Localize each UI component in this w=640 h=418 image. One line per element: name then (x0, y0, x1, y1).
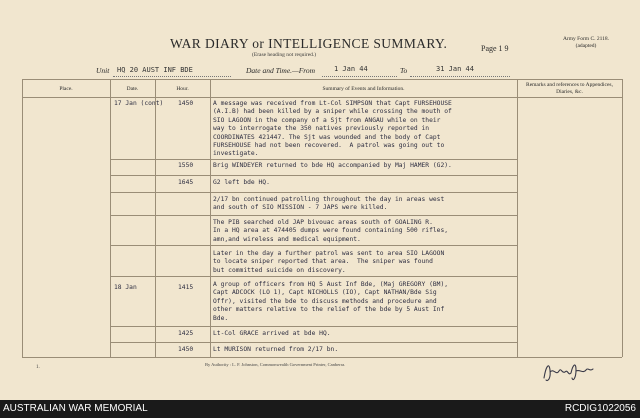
entry-date: 17 Jan (cont) (114, 100, 164, 107)
to-label: To (400, 66, 408, 75)
col-header-remarks: Remarks and references to Appendices, Diaries, &c. (526, 82, 613, 95)
from-value: 1 Jan 44 (334, 65, 368, 73)
entry-date: 18 Jan (114, 284, 137, 291)
unit-dotline (113, 76, 231, 77)
col-divider-date (155, 79, 156, 357)
entry-hour: 1550 (178, 162, 194, 169)
table-bottom-border (22, 357, 622, 358)
from-dotline (322, 76, 397, 77)
entry-text: G2 left bde HQ. (213, 179, 270, 186)
row-separator (110, 342, 517, 343)
row-separator (110, 245, 517, 246)
entry-hour: 1415 (178, 284, 194, 291)
row-separator (110, 159, 517, 160)
entry-hour: 1425 (178, 330, 194, 337)
entry-text: A message was received from Lt-Col SIMPSON that Capt FURSEHOUSE (A.I.B) had been killed by a sniper while crossing the mouth of SIO LAGOON in the company of a Sjt from ANGAU while on their way to interrogate the 350 natives previously reported in COORDINATES 421447. The Sjt was wounded and the body of Capt FURSEHOUSE had not been recovered. A patrol was going out to investigate. (213, 100, 452, 158)
entry-hour: 1450 (178, 346, 194, 353)
entry-text: The PIB searched old JAP bivouac areas south of GOALING R. In a HQ area at 474405 dumps were found containing 500 rifles, amn,and wireless and medical equipment. (213, 219, 449, 243)
unit-label: Unit (96, 66, 110, 75)
table-top-border (22, 79, 622, 80)
entry-text: Lt-Col GRACE arrived at bde HQ. (213, 330, 331, 337)
col-header-summary: Summary of Events and Information. (322, 86, 405, 92)
col-header-hour: Hour. (176, 86, 189, 92)
document-subtitle: (Erase heading not required.) (252, 52, 317, 58)
col-header-date: Date. (126, 86, 139, 92)
page-number: Page 1 9 (481, 44, 509, 53)
table-left-border (22, 79, 23, 357)
army-form-note: (adapted) (575, 43, 597, 49)
col-divider-hour (210, 79, 211, 357)
entry-text: Later in the day a further patrol was sent to area SIO LAGOON to locate sniper reported that area. The sniper was found but committed suicide on discovery. (213, 250, 445, 274)
form-number: 1. (36, 365, 40, 370)
entry-text: 2/17 bn continued patrolling throughout the day in areas west and south of SIO MISSION - 7 JAPS were killed. (213, 196, 445, 212)
army-form-label (556, 36, 616, 50)
entry-hour: 1645 (178, 179, 194, 186)
printer-note: By Authority : L. F. Johnston, Commonwealth Government Printer, Canberra. (205, 362, 346, 367)
entry-text: Lt MURISON returned from 2/17 bn. (213, 346, 339, 353)
archive-reference: RCDIG1022056 (564, 403, 636, 414)
document-title: WAR DIARY or INTELLIGENCE SUMMARY. (170, 36, 448, 51)
army-form-number: Army Form C. 2118. (562, 36, 610, 42)
col-divider-place (110, 79, 111, 357)
table-header-border (22, 97, 622, 98)
entry-text: Brig WINDEYER returned to bde HQ accompanied by Maj HAMER (G2). (213, 162, 452, 169)
handwritten-signature (540, 356, 596, 386)
unit-value: HQ 20 AUST INF BDE (117, 66, 193, 74)
row-separator (110, 215, 517, 216)
archive-name: AUSTRALIAN WAR MEMORIAL (3, 403, 148, 414)
entry-text: A group of officers from HQ 5 Aust Inf Bde, (Maj GREGORY (BM), Capt ADCOCK (LO 1), Capt NICHOLLS (IO), Capt NATHAN/Bde Sig Offr), visited the bde to discuss methods and procedure and other matters relative to the relief of the bde by 5 Aust Inf Bde. (213, 281, 449, 322)
to-value: 31 Jan 44 (436, 65, 474, 73)
row-separator (110, 276, 517, 277)
entry-hour: 1450 (178, 100, 194, 107)
col-divider-summary (517, 79, 518, 357)
row-separator (110, 326, 517, 327)
to-dotline (410, 76, 510, 77)
archive-caption-bar (0, 400, 640, 418)
table-right-border (622, 79, 623, 357)
col-header-place: Place. (59, 86, 73, 92)
row-separator (110, 175, 517, 176)
date-time-label: Date and Time.—From (246, 66, 316, 75)
row-separator (110, 192, 517, 193)
